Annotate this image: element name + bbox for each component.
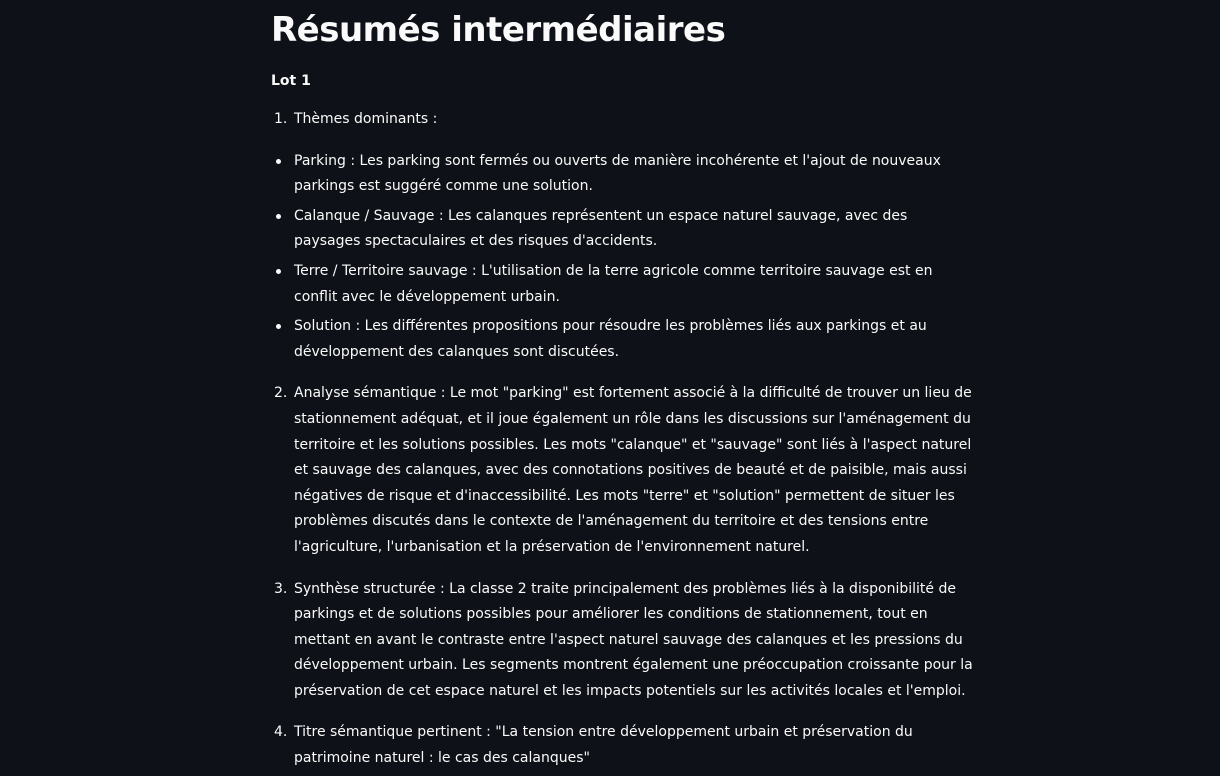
bullet-icon [276,159,281,164]
section-number: 1. [274,111,288,127]
section-text: Thèmes dominants : [294,111,438,127]
bullet-icon [276,324,281,329]
themes-list [271,149,975,366]
section-item-1 [271,107,975,133]
theme-item-solution [271,314,975,365]
lot-label: Lot 1 [271,73,311,89]
page-title: Résumés intermédiaires [271,10,726,50]
section-item-4 [271,720,975,771]
section-number: 2. [274,385,288,402]
main-content [271,0,975,772]
section-number: 4. [274,724,288,741]
theme-item-terre [271,259,975,310]
theme-text: Calanque / Sauvage : Les calanques représentent un espace naturel sauvage, avec des paysages spectaculaires et des risques d'accidents. [294,207,908,250]
theme-text: Solution : Les différentes propositions pour résoudre les problèmes liés aux parkings et au développement des calanques sont discutées. [294,318,927,360]
section-text: Titre sémantique pertinent : "La tension entre développement urbain et préservation du patrimoine naturel : le cas des calanques" [294,724,913,767]
section-text: Analyse sémantique : Le mot "parking" est fortement associé à la difficulté de trouver un lieu de stationnement adéquat, et il joue également un rôle dans les discussions sur l'aménagement du territoire et les solutions possibles. Les mots "calanque" et "sauvage" sont liés à l'aspect naturel et sauvage des calanques, avec des connotations positives de beauté et de paisible, mais aussi négatives de risque et d'inaccessibilité. Les mots "terre" et "solution" permettent de situer les problèmes discutés dans le contexte de l'aménagement du territoire et des tensions entre l'agriculture, l'urbanisation et la préservation de l'environnement naturel. [294,385,972,555]
theme-item-calanque [271,204,975,255]
section-list-part2 [271,381,975,771]
theme-text: Parking : Les parking sont fermés ou ouverts de manière incohérente et l'ajout de nouveaux parkings est suggéré comme une solution. [294,152,941,195]
section-text: Synthèse structurée : La classe 2 traite principalement des problèmes liés à la disponibilité de parkings et de solutions possibles pour améliorer les conditions de stationnement, tout en mettant en avant le contraste entre l'aspect naturel sauvage des calanques et les pressions du développement urbain. Les segments montrent également une préoccupation croissante pour la préservation de cet espace naturel et les impacts potentiels sur les activités locales et l'emploi. [294,580,973,699]
theme-text: Terre / Territoire sauvage : L'utilisation de la terre agricole comme territoire sauvage est en conflit avec le développement urbain. [294,262,933,305]
section-item-3 [271,577,975,705]
theme-item-parking [271,149,975,200]
bullet-icon [276,214,281,219]
section-item-2 [271,381,975,560]
bullet-icon [276,269,281,274]
section-number: 3. [274,580,288,597]
section-list-part1 [271,107,975,133]
